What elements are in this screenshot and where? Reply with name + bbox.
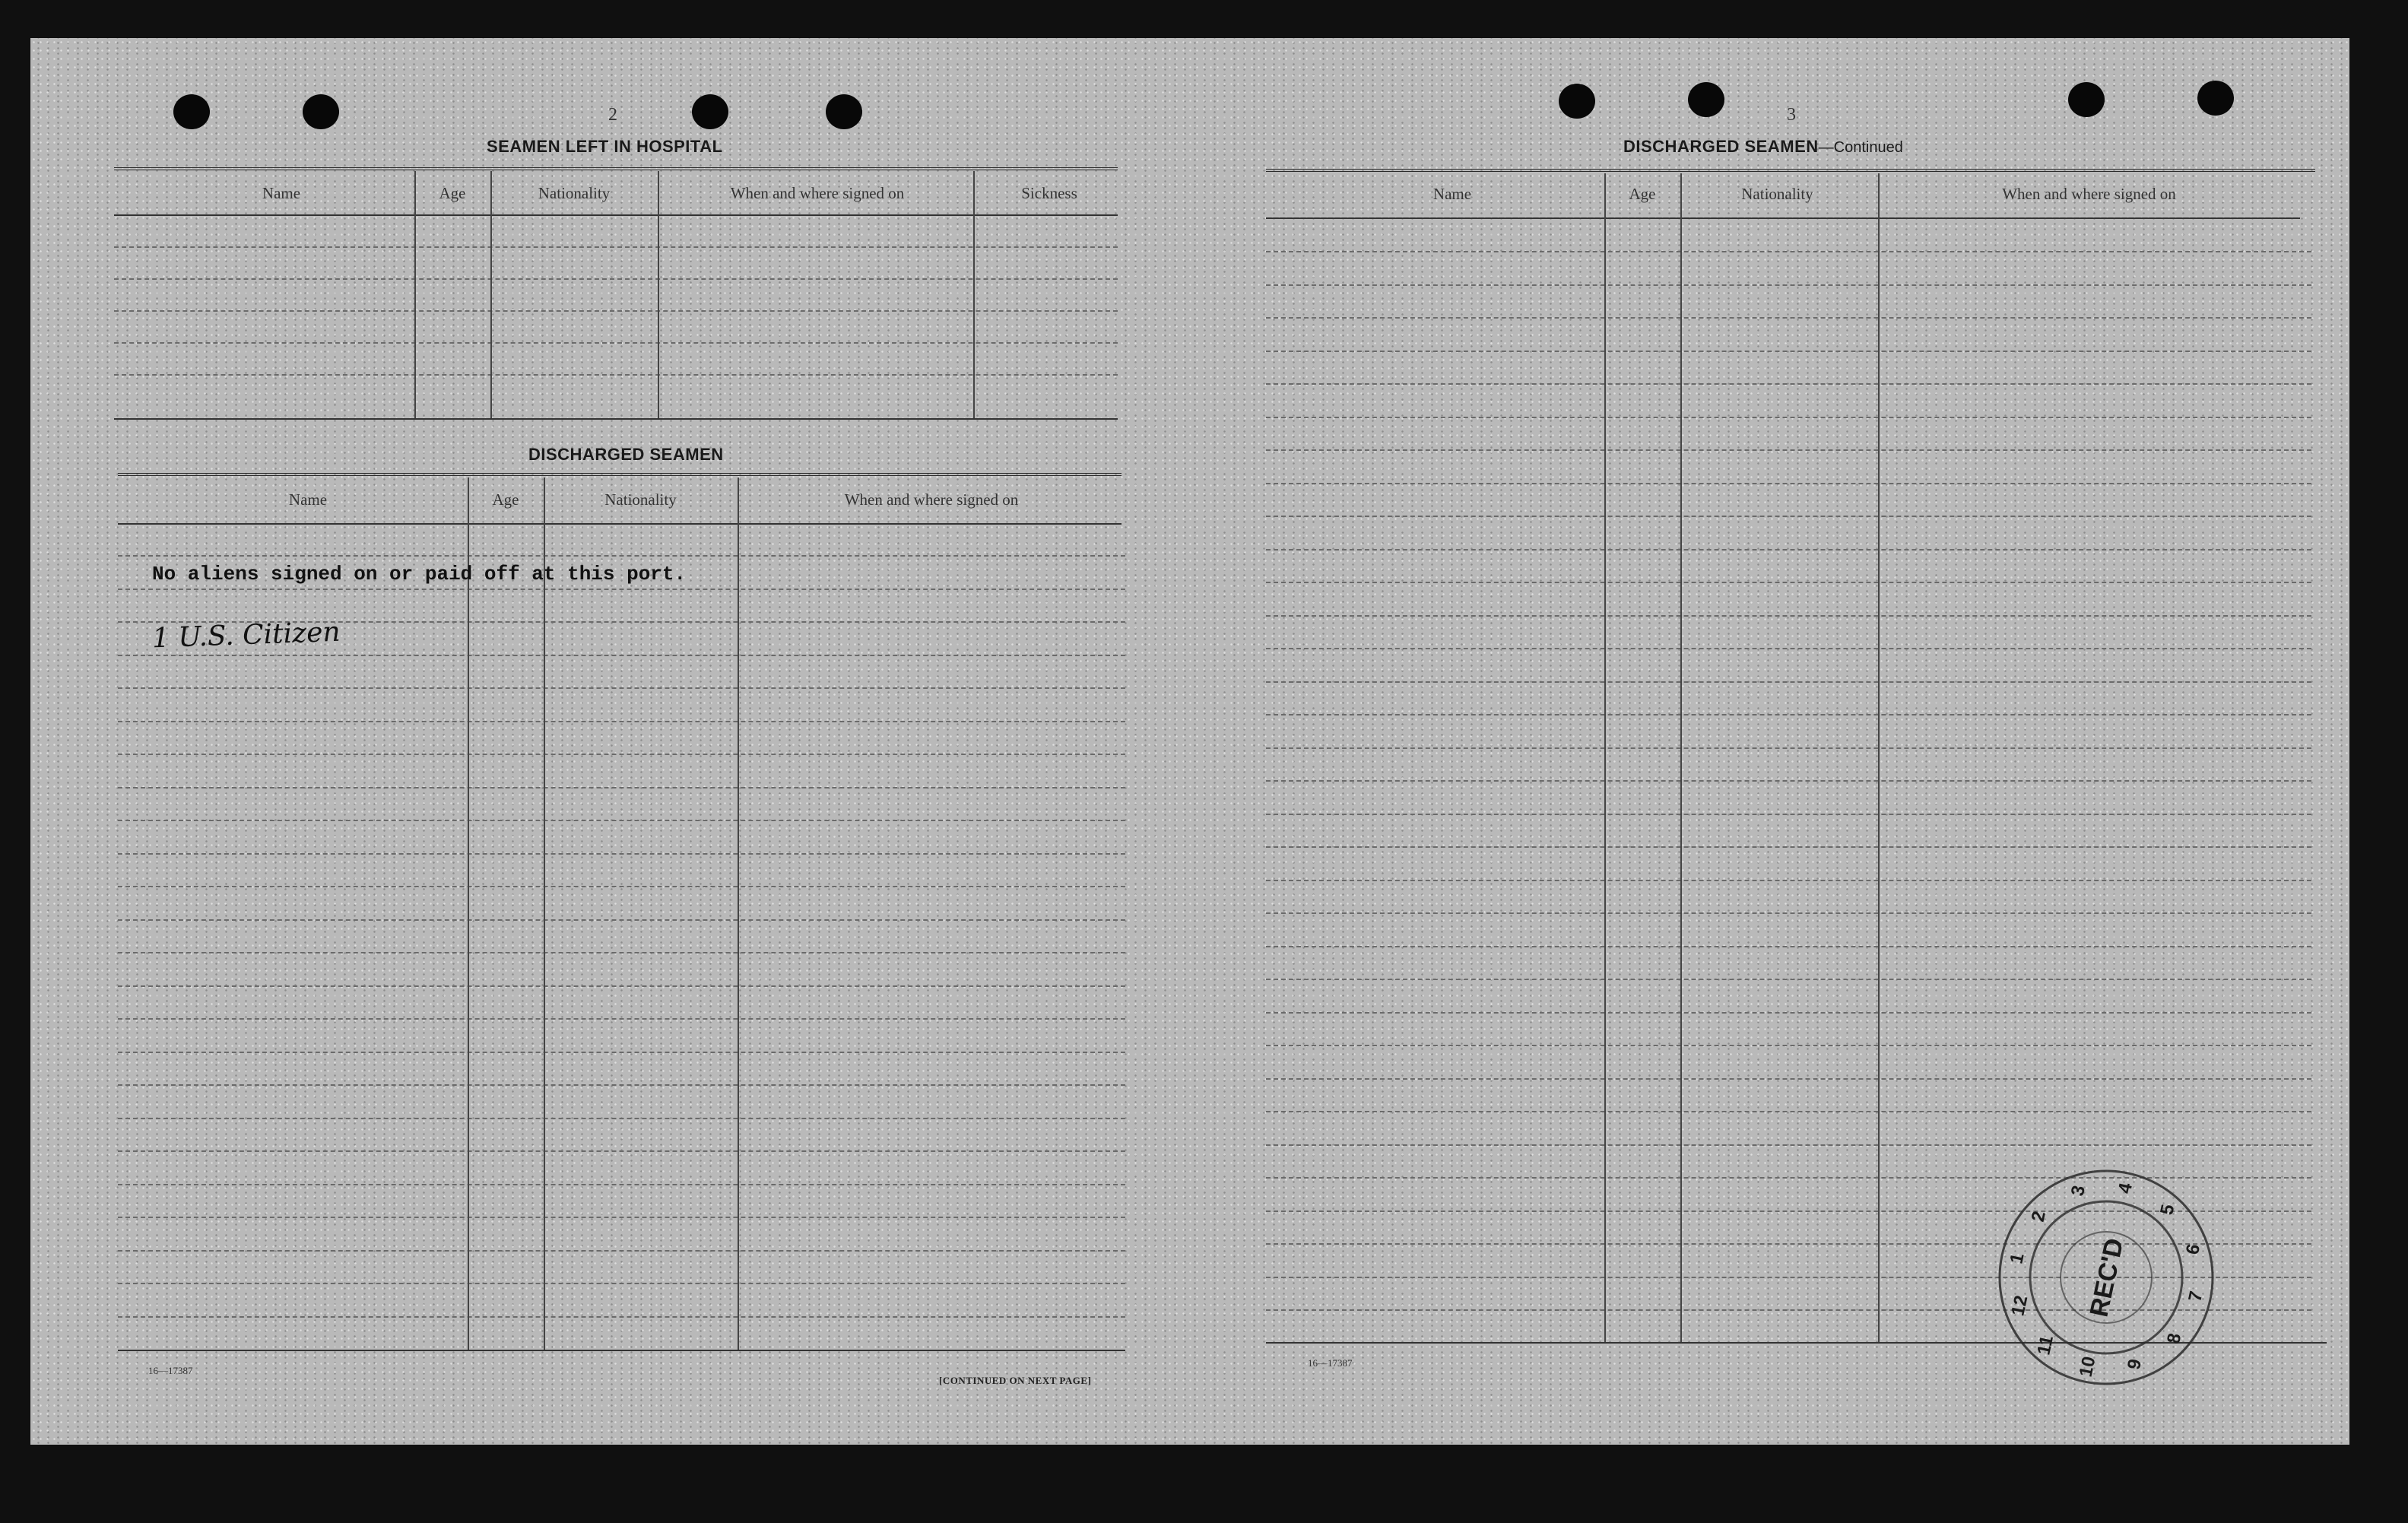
- section-title: DISCHARGED SEAMEN: [1623, 137, 1819, 156]
- table-row-line: [1266, 351, 2311, 352]
- column-header-name: Name: [288, 490, 328, 509]
- title-rule: [1266, 169, 2315, 172]
- table-row-line: [1266, 549, 2311, 551]
- stamp-ring-number: 10: [2075, 1354, 2100, 1379]
- table-row-line: [114, 310, 1118, 312]
- table-row-line: [118, 555, 1125, 557]
- stamp-text: REC'D: [2084, 1236, 2130, 1320]
- table-row-line: [118, 589, 1125, 590]
- column-header-when-where: When and where signed on: [2002, 185, 2176, 203]
- table-row-line: [114, 246, 1118, 248]
- table-row-line: [118, 787, 1125, 788]
- column-header-when-where: When and where signed on: [844, 490, 1019, 509]
- column-header-nationality: Nationality: [538, 184, 611, 202]
- title-rule: [114, 167, 1118, 170]
- discharged-continued-title: [1623, 137, 1903, 157]
- punch-hole: [173, 94, 210, 129]
- table-row-line: [1266, 417, 2311, 418]
- form-number: 16—17387: [148, 1365, 193, 1376]
- table-row-line: [118, 1316, 1125, 1318]
- page-number: 2: [608, 105, 617, 125]
- column-header-name: Name: [262, 184, 301, 202]
- table-row-line: [1266, 681, 2311, 683]
- discharged-section-title: DISCHARGED SEAMEN: [528, 445, 724, 464]
- table-row-line: [1266, 251, 2311, 252]
- table-row-line: [1266, 317, 2311, 319]
- table-row-line: [118, 1250, 1125, 1252]
- punch-hole: [1688, 82, 1724, 117]
- stamp-ring-number: 9: [2123, 1356, 2146, 1372]
- table-row-line: [118, 687, 1125, 689]
- punch-hole: [1559, 84, 1595, 119]
- table-row-line: [118, 919, 1125, 921]
- table-row-line: [118, 1018, 1125, 1020]
- table-row-line: [1266, 648, 2311, 649]
- table-row-line: [1266, 814, 2311, 815]
- typed-entry: No aliens signed on or paid off at this port.: [152, 563, 687, 585]
- section-title-suffix: —Continued: [1818, 139, 1903, 156]
- table-row-line: [114, 374, 1118, 376]
- stamp-ring-number: 2: [2027, 1209, 2050, 1224]
- stamp-ring-number: 4: [2114, 1181, 2137, 1196]
- table-row-line: [1266, 1045, 2311, 1046]
- table-row-line: [1266, 846, 2311, 848]
- table-row-line: [1266, 1144, 2311, 1146]
- header-rule: [114, 214, 1118, 216]
- table-row-line: [1266, 912, 2311, 914]
- table-row-line: [118, 820, 1125, 821]
- form-number: 16—17387: [1308, 1357, 1353, 1369]
- table-row-line: [118, 853, 1125, 855]
- column-header-nationality: Nationality: [604, 490, 677, 509]
- column-divider: [1680, 173, 1682, 1342]
- column-header-name: Name: [1432, 185, 1472, 203]
- table-row-line: [118, 1052, 1125, 1053]
- column-divider: [1878, 173, 1880, 1342]
- column-divider: [544, 478, 545, 1350]
- table-row-line: [118, 952, 1125, 953]
- table-row-line: [118, 1084, 1125, 1086]
- table-row-line: [118, 985, 1125, 987]
- hospital-section-title: SEAMEN LEFT IN HOSPITAL: [487, 137, 723, 156]
- column-header-age: Age: [439, 184, 466, 202]
- stamp-ring-number: 3: [2067, 1183, 2089, 1198]
- punch-hole: [2197, 81, 2234, 116]
- table-row-line: [114, 342, 1118, 344]
- punch-hole: [692, 94, 728, 129]
- handwritten-entry: 1 U.S. Citizen: [151, 616, 341, 655]
- stamp-ring-number: 1: [2006, 1251, 2029, 1266]
- column-divider: [414, 171, 416, 418]
- punch-hole: [303, 94, 339, 129]
- stamp-ring-number: 11: [2033, 1334, 2058, 1357]
- table-row-line: [118, 886, 1125, 887]
- column-header-when-where: When and where signed on: [730, 184, 905, 202]
- header-rule: [1266, 217, 2300, 219]
- table-row-line: [1266, 449, 2311, 451]
- table-row-line: [118, 754, 1125, 755]
- stamp-ring-number: 12: [2007, 1293, 2032, 1318]
- column-divider: [1604, 173, 1606, 1342]
- table-row-line: [118, 655, 1125, 656]
- table-row-line: [114, 278, 1118, 280]
- table-row-line: [1266, 747, 2311, 749]
- column-divider: [973, 171, 975, 418]
- table-row-line: [118, 1283, 1125, 1284]
- table-row-line: [1266, 284, 2311, 286]
- table-bottom-rule: [118, 1350, 1125, 1351]
- table-row-line: [1266, 780, 2311, 782]
- column-divider: [468, 478, 469, 1350]
- table-row-line: [118, 1118, 1125, 1119]
- page-number: 3: [1787, 105, 1796, 125]
- table-row-line: [1266, 714, 2311, 715]
- stamp-ring-number: 8: [2163, 1331, 2186, 1346]
- title-rule: [118, 473, 1122, 476]
- table-row-line: [1266, 979, 2311, 980]
- table-row-line: [1266, 516, 2311, 517]
- column-header-age: Age: [1629, 185, 1656, 203]
- column-header-nationality: Nationality: [1741, 185, 1813, 203]
- table-row-line: [1266, 1078, 2311, 1080]
- table-row-line: [118, 1184, 1125, 1185]
- table-row-line: [1266, 1012, 2311, 1014]
- column-divider: [490, 171, 492, 418]
- received-stamp: [1992, 1163, 2220, 1391]
- table-row-line: [1266, 1111, 2311, 1112]
- table-row-line: [1266, 582, 2311, 583]
- column-header-sickness: Sickness: [1021, 184, 1077, 202]
- table-row-line: [1266, 880, 2311, 881]
- column-divider: [658, 171, 659, 418]
- header-rule: [118, 523, 1122, 525]
- table-row-line: [1266, 615, 2311, 617]
- table-row-line: [118, 1217, 1125, 1218]
- table-row-line: [1266, 946, 2311, 947]
- table-row-line: [118, 1150, 1125, 1152]
- punch-hole: [2068, 82, 2105, 117]
- stamp-ring-number: 6: [2181, 1242, 2205, 1257]
- stamp-ring-number: 7: [2184, 1289, 2207, 1304]
- table-row-line: [1266, 483, 2311, 484]
- table-row-line: [1266, 383, 2311, 385]
- table-row-line: [118, 721, 1125, 722]
- punch-hole: [826, 94, 862, 129]
- document-sheet: [30, 38, 2349, 1445]
- column-divider: [738, 478, 739, 1350]
- stamp-ring-number: 5: [2156, 1202, 2179, 1217]
- column-header-age: Age: [492, 490, 519, 509]
- continued-note: [CONTINUED ON NEXT PAGE]: [939, 1375, 1092, 1386]
- table-bottom-rule: [114, 418, 1118, 420]
